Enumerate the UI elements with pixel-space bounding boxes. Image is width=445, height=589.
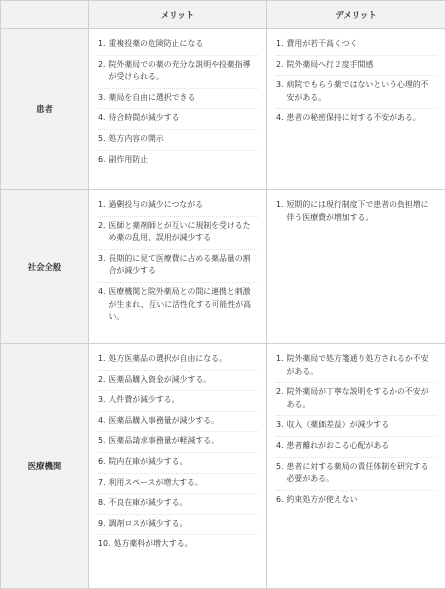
merit-cell	[89, 190, 267, 344]
list-item	[98, 151, 257, 171]
item-text: 費用が若干高くつく	[286, 39, 358, 48]
list-item	[98, 130, 257, 151]
item-number: 1.	[98, 39, 106, 48]
item-text: 処方薬科が増大する。	[113, 539, 193, 549]
item-text: 長期的に見て医療費に占める薬品量の割合が減少する	[108, 253, 251, 276]
corner-cell	[1, 1, 89, 29]
list-item	[276, 196, 436, 228]
list-item	[98, 250, 257, 283]
item-text: 重複投薬の危険防止になる	[108, 39, 204, 48]
item-number: 4.	[98, 415, 106, 425]
list-item	[98, 109, 257, 130]
merit-list	[98, 350, 257, 555]
item-number: 9.	[98, 518, 106, 528]
list-item	[276, 350, 436, 383]
item-text: 過剰投与の減少につながる	[108, 200, 204, 209]
list-item	[276, 35, 436, 56]
list-item	[98, 56, 257, 89]
list-item	[276, 76, 436, 109]
item-text: 待合時間が減少する	[108, 113, 180, 123]
item-text: 患者の秘密保持に対する不安がある。	[286, 113, 421, 123]
item-number: 6.	[276, 494, 284, 504]
item-text: 医薬品購入資金が減少する。	[108, 374, 212, 384]
item-number: 3.	[276, 80, 284, 90]
merit-cell	[89, 344, 267, 589]
demerit-header: デメリット	[267, 1, 445, 29]
list-item	[98, 474, 257, 495]
item-number: 4.	[276, 440, 284, 450]
item-number: 2.	[98, 220, 106, 230]
list-item	[98, 515, 257, 536]
item-number: 3.	[98, 253, 106, 263]
item-text: 処方医薬品の選択が自由になる。	[108, 354, 227, 363]
item-text: 不良在庫が減少する。	[108, 498, 188, 508]
item-text: 院外薬局での薬の充分な説明や投薬指導が受けられる。	[108, 59, 251, 82]
item-number: 8.	[98, 498, 106, 508]
list-item	[276, 437, 436, 458]
item-text: 調剤ロスが減少する。	[108, 518, 188, 528]
item-number: 1.	[276, 354, 284, 363]
demerit-list	[276, 35, 436, 129]
list-item	[98, 535, 257, 555]
demerit-list	[276, 350, 436, 510]
item-text: 病院でもらう薬ではないという心理的不安がある。	[286, 80, 429, 102]
merit-header: メリット	[89, 1, 267, 29]
list-item	[276, 416, 436, 437]
row-label: 患者	[1, 29, 89, 190]
item-text: 薬局を自由に選択できる	[108, 92, 196, 102]
list-item	[276, 56, 436, 77]
list-item	[98, 89, 257, 110]
demerit-cell	[267, 29, 445, 190]
list-item	[276, 491, 436, 511]
merit-cell	[89, 29, 267, 190]
item-text: 収入（薬価差益）が減少する	[286, 420, 390, 430]
item-number: 4.	[276, 113, 284, 123]
demerit-cell	[267, 190, 445, 344]
row-patient	[1, 29, 445, 190]
list-item	[276, 383, 436, 416]
item-number: 3.	[98, 92, 106, 102]
row-society	[1, 190, 445, 344]
item-number: 1.	[98, 354, 106, 363]
item-number: 3.	[276, 420, 284, 430]
item-number: 2.	[276, 59, 284, 69]
item-text: 利用スペースが増大する。	[108, 477, 203, 487]
item-number: 10.	[98, 539, 111, 549]
item-number: 2.	[276, 387, 284, 397]
item-number: 2.	[98, 374, 106, 384]
row-medical-institution	[1, 344, 445, 589]
demerit-cell	[267, 344, 445, 589]
merit-list	[98, 35, 257, 170]
demerit-list	[276, 196, 436, 228]
merit-list	[98, 196, 257, 328]
header-row	[1, 1, 445, 29]
item-number: 6.	[98, 456, 106, 466]
item-text: 患者に対する薬局の責任体制を研究する必要がある。	[286, 461, 429, 484]
item-number: 1.	[276, 39, 284, 48]
list-item	[98, 391, 257, 412]
item-text: 院内在庫が減少する。	[108, 456, 188, 466]
list-item	[98, 412, 257, 433]
item-number: 3.	[98, 395, 106, 405]
list-item	[98, 217, 257, 250]
list-item	[276, 458, 436, 491]
item-number: 1.	[276, 200, 284, 209]
item-text: 医薬品請求事務量が軽減する。	[108, 436, 220, 446]
row-label: 社会全般	[1, 190, 89, 344]
item-number: 5.	[98, 133, 106, 143]
item-number: 2.	[98, 59, 106, 69]
item-number: 5.	[98, 436, 106, 446]
item-text: 約束処方が使えない	[286, 494, 358, 504]
list-item	[98, 283, 257, 328]
item-number: 1.	[98, 200, 106, 209]
item-number: 6.	[98, 154, 106, 164]
item-text: 副作用防止	[108, 154, 148, 164]
list-item	[98, 35, 257, 56]
list-item	[98, 196, 257, 217]
list-item	[98, 432, 257, 453]
list-item	[98, 350, 257, 371]
item-text: 院外薬局が丁寧な説明をするかの不安がある。	[286, 387, 429, 409]
item-text: 人件費が減少する。	[108, 395, 180, 405]
item-text: 院外薬局へ行２度手間感	[286, 59, 374, 69]
item-text: 医師と薬剤師とが互いに規制を受けるため薬の乱用、誤用が減少する	[108, 220, 251, 243]
item-text: 院外薬局で処方箋通り処方されるか不安がある。	[286, 354, 429, 376]
item-text: 患者離れがおこる心配がある	[286, 440, 390, 450]
list-item	[98, 494, 257, 515]
list-item	[276, 109, 436, 129]
item-number: 4.	[98, 286, 106, 296]
item-text: 医療機関と院外薬局との間に連携と刺激が生まれ、互いに活性化する可能性が高い。	[108, 286, 252, 322]
row-label: 医療機関	[1, 344, 89, 589]
list-item	[98, 371, 257, 392]
list-item	[98, 453, 257, 474]
item-text: 医薬品購入事務量が減少する。	[108, 415, 220, 425]
item-text: 処方内容の開示	[108, 133, 164, 143]
item-number: 5.	[276, 461, 284, 471]
item-number: 4.	[98, 113, 106, 123]
item-number: 7.	[98, 477, 106, 487]
item-text: 短期的には現行制度下で患者の負担増に伴う医療費が増加する。	[286, 200, 429, 222]
